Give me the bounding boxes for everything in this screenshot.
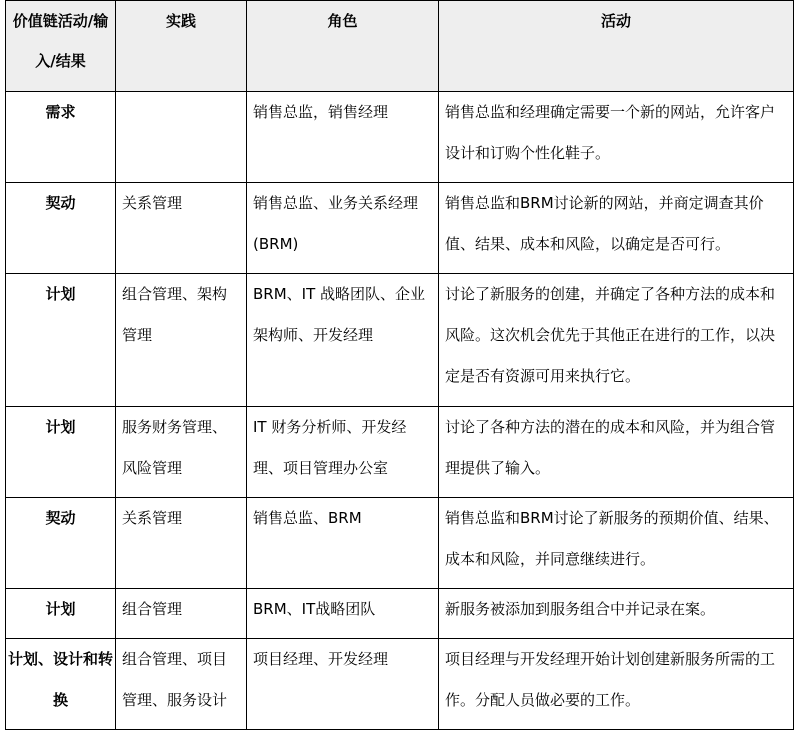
practice-cell [116,92,247,183]
table-row [6,183,794,274]
activity-cell: 契动 [6,183,116,274]
detail-cell: 讨论了新服务的创建，并确定了各种方法的成本和风险。这次机会优先于其他正在进行的工作，以决定是否有资源可用来执行它。 [439,274,794,407]
table-row [6,589,794,639]
practice-cell: 组合管理、架构管理 [116,274,247,407]
table-row [6,274,794,407]
value-chain-table [5,0,794,730]
header-detail: 活动 [439,1,794,92]
table-row [6,498,794,589]
table-row [6,92,794,183]
detail-cell: 销售总监和经理确定需要一个新的网站，允许客户设计和订购个性化鞋子。 [439,92,794,183]
detail-cell: 项目经理与开发经理开始计划创建新服务所需的工作。分配人员做必要的工作。 [439,639,794,730]
practice-cell: 关系管理 [116,183,247,274]
header-role: 角色 [247,1,439,92]
activity-cell: 计划 [6,589,116,639]
activity-cell: 契动 [6,498,116,589]
practice-cell: 组合管理 [116,589,247,639]
activity-cell: 计划 [6,407,116,498]
detail-cell: 讨论了各种方法的潜在的成本和风险，并为组合管理提供了输入。 [439,407,794,498]
header-row [6,1,794,92]
header-practice: 实践 [116,1,247,92]
activity-cell: 计划 [6,274,116,407]
table-container [5,0,794,730]
detail-cell: 销售总监和BRM讨论了新服务的预期价值、结果、成本和风险，并同意继续进行。 [439,498,794,589]
table-row [6,407,794,498]
role-cell: 销售总监、业务关系经理 (BRM) [247,183,439,274]
table-row [6,639,794,730]
practice-cell: 关系管理 [116,498,247,589]
detail-cell: 新服务被添加到服务组合中并记录在案。 [439,589,794,639]
detail-cell: 销售总监和BRM讨论新的网站，并商定调查其价值、结果、成本和风险，以确定是否可行。 [439,183,794,274]
practice-cell: 服务财务管理、风险管理 [116,407,247,498]
activity-cell: 计划、设计和转换 [6,639,116,730]
practice-cell: 组合管理、项目管理、服务设计 [116,639,247,730]
role-cell: 销售总监，销售经理 [247,92,439,183]
role-cell: 销售总监、BRM [247,498,439,589]
role-cell: BRM、IT战略团队 [247,589,439,639]
role-cell: IT 财务分析师、开发经理、项目管理办公室 [247,407,439,498]
role-cell: BRM、IT 战略团队、企业架构师、开发经理 [247,274,439,407]
role-cell: 项目经理、开发经理 [247,639,439,730]
header-activity: 价值链活动/输入/结果 [6,1,116,92]
activity-cell: 需求 [6,92,116,183]
